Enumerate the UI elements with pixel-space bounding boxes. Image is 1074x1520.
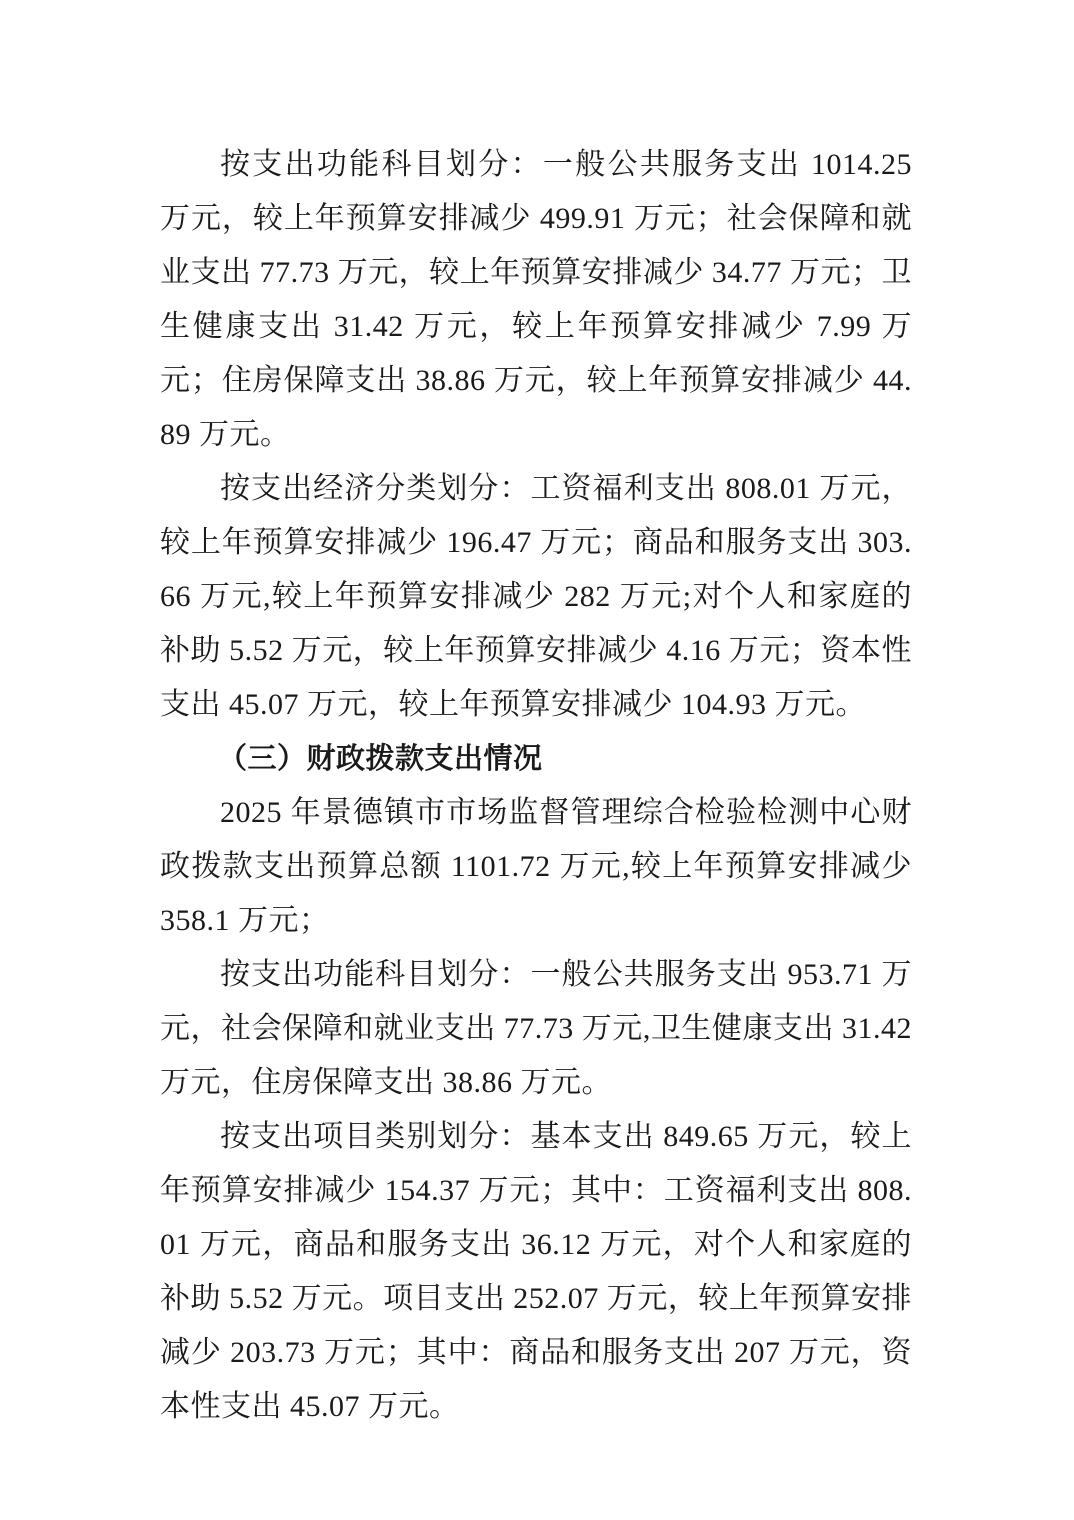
paragraph-fiscal-allocation-by-function: 按支出功能科目划分：一般公共服务支出 953.71 万元，社会保障和就业支出 77.73 万元,卫生健康支出 31.42 万元，住房保障支出 38.86 万元。 <box>160 958 912 1099</box>
paragraph-expenditure-by-function: 按支出功能科目划分：一般公共服务支出 1014.25 万元，较上年预算安排减少 499.91 万元；社会保障和就业支出 77.73 万元，较上年预算安排减少 34.77 万元；卫生健康支出 31.42 万元，较上年预算安排减少 7.99 万元；住房保障支出 38.86 万元，较上年预算安排减少 44.89 万元。 <box>160 148 912 451</box>
document-body <box>160 138 912 1434</box>
paragraph-expenditure-by-economic-class: 按支出经济分类划分：工资福利支出 808.01 万元，较上年预算安排减少 196.47 万元；商品和服务支出 303.66 万元,较上年预算安排减少 282 万元;对个人和家庭的补助 5.52 万元，较上年预算安排减少 4.16 万元；资本性支出 45.07 万元，较上年预算安排减少 104.93 万元。 <box>160 472 912 721</box>
paragraph-fiscal-allocation-total: 2025 年景德镇市市场监督管理综合检验检测中心财政拨款支出预算总额 1101.72 万元,较上年预算安排减少 358.1 万元； <box>160 796 912 937</box>
section-heading-fiscal-allocation-expenditure: （三）财政拨款支出情况 <box>218 743 543 775</box>
paragraph-fiscal-allocation-by-project-category: 按支出项目类别划分：基本支出 849.65 万元，较上年预算安排减少 154.37 万元；其中：工资福利支出 808.01 万元，商品和服务支出 36.12 万元，对个人和家庭的补助 5.52 万元。项目支出 252.07 万元，较上年预算安排减少 203.73 万元；其中：商品和服务支出 207 万元，资本性支出 45.07 万元。 <box>160 1120 912 1423</box>
